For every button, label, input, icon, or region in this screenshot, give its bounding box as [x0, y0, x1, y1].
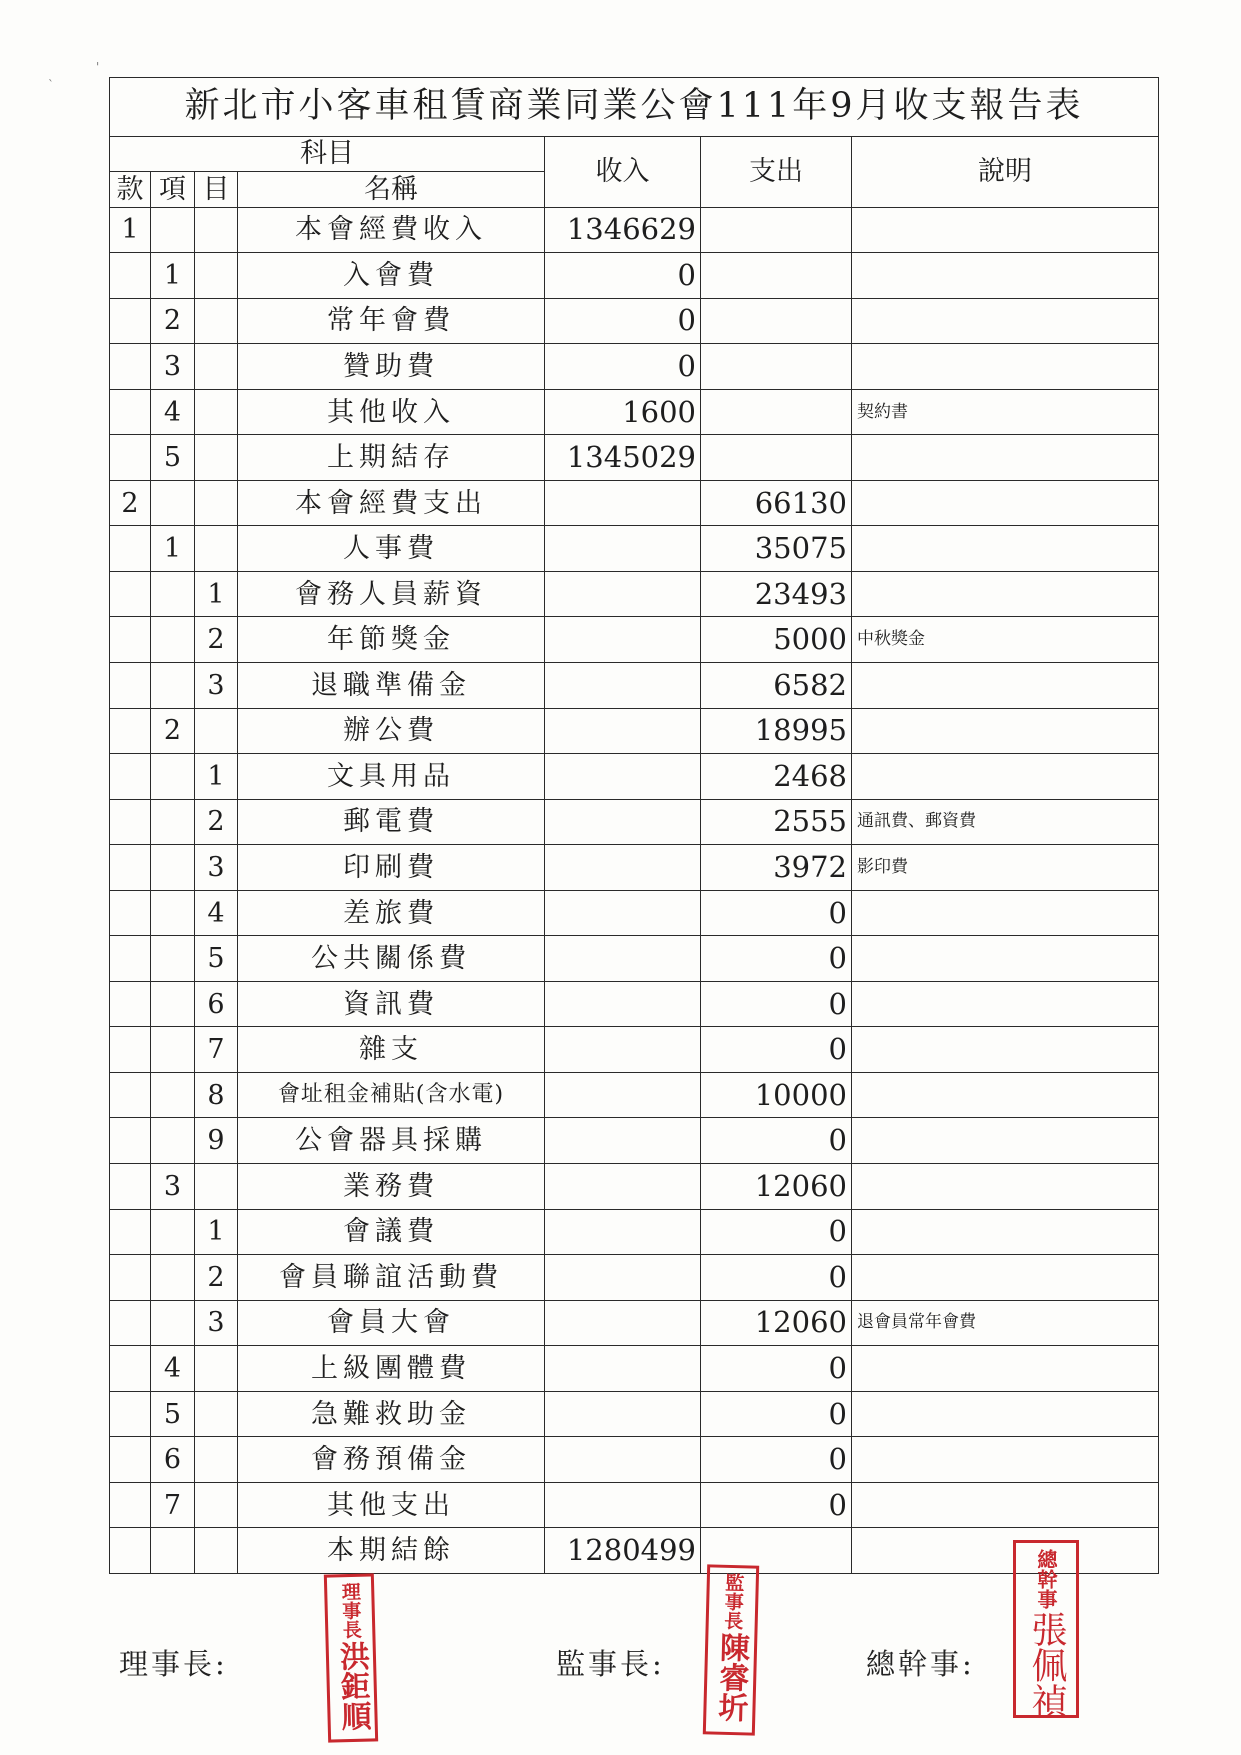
row-note-cell: 中秋獎金 [852, 617, 1159, 663]
row-mu-cell [195, 344, 238, 390]
table-row [110, 1528, 1159, 1574]
secretary-label: 總幹事: [866, 1647, 975, 1681]
row-expense-cell: 0 [701, 1255, 852, 1301]
row-income-cell [545, 845, 701, 891]
row-mu-cell: 8 [195, 1072, 238, 1118]
row-note-cell [852, 1391, 1159, 1437]
row-mu-cell: 2 [195, 799, 238, 845]
row-name-cell: 退職準備金 [238, 663, 545, 709]
row-income-cell [545, 1437, 701, 1483]
row-mu-cell [195, 1164, 238, 1210]
row-note-cell [852, 1482, 1159, 1528]
row-kuan-cell [110, 799, 151, 845]
row-income-cell [545, 1482, 701, 1528]
row-xiang-cell [151, 617, 195, 663]
row-mu-cell [195, 526, 238, 572]
table-row [110, 526, 1159, 572]
table-row [110, 1072, 1159, 1118]
row-xiang-cell [151, 1209, 195, 1255]
row-name-cell: 文具用品 [238, 754, 545, 800]
row-expense-cell: 0 [701, 1209, 852, 1255]
row-expense-cell: 18995 [701, 708, 852, 754]
table-row [110, 1027, 1159, 1073]
row-mu-cell: 1 [195, 571, 238, 617]
header-xiang: 項 [151, 172, 195, 207]
row-kuan-cell [110, 845, 151, 891]
row-xiang-cell [151, 663, 195, 709]
row-note-cell [852, 890, 1159, 936]
row-kuan-cell [110, 890, 151, 936]
row-mu-cell [195, 708, 238, 754]
row-mu-cell [195, 298, 238, 344]
row-income-cell [545, 571, 701, 617]
row-note-cell [852, 571, 1159, 617]
row-xiang-cell [151, 480, 195, 526]
row-kuan-cell [110, 663, 151, 709]
header-expense: 支出 [701, 136, 852, 207]
row-income-cell: 0 [545, 298, 701, 344]
chairman-label: 理事長: [119, 1647, 228, 1681]
row-note-cell [852, 754, 1159, 800]
chairman-seal-stamp [324, 1573, 378, 1742]
row-xiang-cell: 5 [151, 1391, 195, 1437]
row-name-cell: 年節獎金 [238, 617, 545, 663]
row-note-cell [852, 344, 1159, 390]
row-note-cell [852, 1346, 1159, 1392]
header-income: 收入 [545, 136, 701, 207]
table-row [110, 344, 1159, 390]
row-mu-cell [195, 480, 238, 526]
row-note-cell: 通訊費、郵資費 [852, 799, 1159, 845]
row-name-cell: 印刷費 [238, 845, 545, 891]
row-name-cell: 郵電費 [238, 799, 545, 845]
row-kuan-cell [110, 708, 151, 754]
row-name-cell: 本會經費收入 [238, 207, 545, 253]
row-name-cell: 業務費 [238, 1164, 545, 1210]
row-expense-cell: 12060 [701, 1164, 852, 1210]
row-xiang-cell [151, 890, 195, 936]
row-note-cell [852, 1118, 1159, 1164]
row-kuan-cell [110, 1437, 151, 1483]
row-kuan-cell [110, 1346, 151, 1392]
row-kuan-cell [110, 571, 151, 617]
row-kuan-cell [110, 344, 151, 390]
row-expense-cell: 3972 [701, 845, 852, 891]
row-expense-cell: 0 [701, 1437, 852, 1483]
row-kuan-cell [110, 617, 151, 663]
row-kuan-cell [110, 435, 151, 481]
row-name-cell: 會員大會 [238, 1300, 545, 1346]
row-name-cell: 會務預備金 [238, 1437, 545, 1483]
row-note-cell: 退會員常年會費 [852, 1300, 1159, 1346]
row-income-cell [545, 1118, 701, 1164]
row-name-cell: 入會費 [238, 253, 545, 299]
row-name-cell: 上級團體費 [238, 1346, 545, 1392]
row-mu-cell: 6 [195, 981, 238, 1027]
row-income-cell [545, 1209, 701, 1255]
table-row [110, 1346, 1159, 1392]
row-income-cell: 0 [545, 253, 701, 299]
table-row [110, 708, 1159, 754]
row-note-cell [852, 1027, 1159, 1073]
table-row [110, 845, 1159, 891]
row-note-cell [852, 1164, 1159, 1210]
row-name-cell: 贊助費 [238, 344, 545, 390]
row-kuan-cell [110, 389, 151, 435]
row-xiang-cell: 2 [151, 298, 195, 344]
row-xiang-cell [151, 1300, 195, 1346]
row-income-cell [545, 754, 701, 800]
row-kuan-cell [110, 1209, 151, 1255]
row-note-cell [852, 981, 1159, 1027]
row-note-cell [852, 526, 1159, 572]
supervisor-seal-role: 監事長 [721, 1572, 745, 1631]
row-expense-cell: 66130 [701, 480, 852, 526]
row-note-cell [852, 1528, 1159, 1574]
row-xiang-cell: 7 [151, 1482, 195, 1528]
row-expense-cell [701, 253, 852, 299]
row-income-cell [545, 1391, 701, 1437]
table-row [110, 1391, 1159, 1437]
row-xiang-cell: 4 [151, 1346, 195, 1392]
row-name-cell: 會務人員薪資 [238, 571, 545, 617]
row-expense-cell: 10000 [701, 1072, 852, 1118]
table-row [110, 1118, 1159, 1164]
row-xiang-cell [151, 207, 195, 253]
row-mu-cell: 3 [195, 663, 238, 709]
row-income-cell: 1600 [545, 389, 701, 435]
row-expense-cell: 0 [701, 890, 852, 936]
row-xiang-cell [151, 1027, 195, 1073]
row-expense-cell: 35075 [701, 526, 852, 572]
row-note-cell [852, 480, 1159, 526]
table-row [110, 207, 1159, 253]
row-income-cell [545, 663, 701, 709]
secretary-seal-stamp [1013, 1540, 1079, 1718]
row-note-cell: 契約書 [852, 389, 1159, 435]
row-name-cell: 雜支 [238, 1027, 545, 1073]
row-expense-cell: 0 [701, 1346, 852, 1392]
table-row [110, 981, 1159, 1027]
row-income-cell [545, 1300, 701, 1346]
row-name-cell: 其他支出 [238, 1482, 545, 1528]
row-name-cell: 資訊費 [238, 981, 545, 1027]
row-income-cell [545, 1164, 701, 1210]
row-name-cell: 上期結存 [238, 435, 545, 481]
row-mu-cell: 1 [195, 1209, 238, 1255]
row-mu-cell [195, 1437, 238, 1483]
row-note-cell [852, 253, 1159, 299]
table-row [110, 571, 1159, 617]
header-name: 名稱 [238, 172, 545, 207]
row-income-cell [545, 526, 701, 572]
row-kuan-cell [110, 1072, 151, 1118]
row-name-cell: 會議費 [238, 1209, 545, 1255]
supervisor-label: 監事長: [556, 1647, 665, 1681]
table-row [110, 1300, 1159, 1346]
row-xiang-cell: 4 [151, 389, 195, 435]
row-name-cell: 本會經費支出 [238, 480, 545, 526]
row-kuan-cell [110, 1255, 151, 1301]
row-mu-cell: 2 [195, 617, 238, 663]
row-xiang-cell [151, 1072, 195, 1118]
row-note-cell [852, 708, 1159, 754]
row-expense-cell [701, 298, 852, 344]
row-income-cell [545, 1072, 701, 1118]
row-xiang-cell [151, 936, 195, 982]
row-expense-cell: 0 [701, 1482, 852, 1528]
row-xiang-cell: 1 [151, 253, 195, 299]
row-note-cell [852, 1255, 1159, 1301]
row-kuan-cell [110, 526, 151, 572]
row-mu-cell [195, 207, 238, 253]
row-xiang-cell [151, 981, 195, 1027]
row-income-cell [545, 708, 701, 754]
scan-speck: ` [48, 78, 54, 92]
row-income-cell: 1345029 [545, 435, 701, 481]
row-expense-cell: 23493 [701, 571, 852, 617]
row-xiang-cell [151, 754, 195, 800]
table-row [110, 936, 1159, 982]
row-expense-cell: 2555 [701, 799, 852, 845]
table-row [110, 389, 1159, 435]
header-note: 說明 [852, 136, 1159, 207]
secretary-seal-role: 總幹事 [1034, 1549, 1058, 1609]
row-kuan-cell [110, 1300, 151, 1346]
row-expense-cell: 0 [701, 936, 852, 982]
row-name-cell: 其他收入 [238, 389, 545, 435]
row-expense-cell: 0 [701, 1027, 852, 1073]
row-kuan-cell [110, 1164, 151, 1210]
row-note-cell [852, 663, 1159, 709]
row-name-cell: 會員聯誼活動費 [238, 1255, 545, 1301]
row-note-cell [852, 1209, 1159, 1255]
row-kuan-cell: 2 [110, 480, 151, 526]
row-note-cell: 影印費 [852, 845, 1159, 891]
row-kuan-cell [110, 1027, 151, 1073]
row-kuan-cell [110, 1528, 151, 1574]
table-row [110, 1437, 1159, 1483]
row-mu-cell: 5 [195, 936, 238, 982]
row-name-cell: 差旅費 [238, 890, 545, 936]
row-income-cell [545, 480, 701, 526]
row-income-cell [545, 1255, 701, 1301]
row-kuan-cell [110, 253, 151, 299]
row-name-cell: 常年會費 [238, 298, 545, 344]
row-name-cell: 公共關係費 [238, 936, 545, 982]
row-note-cell [852, 936, 1159, 982]
row-note-cell [852, 298, 1159, 344]
table-row [110, 617, 1159, 663]
row-name-cell: 辦公費 [238, 708, 545, 754]
table-row [110, 298, 1159, 344]
row-income-cell [545, 936, 701, 982]
income-expense-report-table [109, 77, 1159, 1574]
row-kuan-cell [110, 981, 151, 1027]
row-income-cell [545, 1346, 701, 1392]
row-xiang-cell [151, 1118, 195, 1164]
header-subject: 科目 [110, 136, 545, 171]
row-income-cell [545, 1027, 701, 1073]
row-expense-cell: 12060 [701, 1300, 852, 1346]
table-row [110, 1164, 1159, 1210]
row-expense-cell [701, 435, 852, 481]
row-note-cell [852, 1072, 1159, 1118]
row-mu-cell [195, 435, 238, 481]
row-income-cell [545, 799, 701, 845]
row-mu-cell: 1 [195, 754, 238, 800]
row-mu-cell: 9 [195, 1118, 238, 1164]
row-xiang-cell: 3 [151, 344, 195, 390]
row-xiang-cell [151, 845, 195, 891]
row-mu-cell [195, 1391, 238, 1437]
row-name-cell: 急難救助金 [238, 1391, 545, 1437]
row-kuan-cell [110, 1118, 151, 1164]
chairman-seal-name: 洪鉅順 [333, 1640, 371, 1732]
row-income-cell [545, 981, 701, 1027]
table-row [110, 253, 1159, 299]
row-name-cell: 會址租金補貼(含水電) [238, 1072, 545, 1118]
row-income-cell [545, 890, 701, 936]
row-name-cell: 本期結餘 [238, 1528, 545, 1574]
header-kuan: 款 [110, 172, 151, 207]
row-income-cell: 0 [545, 344, 701, 390]
row-kuan-cell [110, 754, 151, 800]
row-kuan-cell [110, 1391, 151, 1437]
row-note-cell [852, 435, 1159, 481]
row-mu-cell: 7 [195, 1027, 238, 1073]
row-xiang-cell: 5 [151, 435, 195, 481]
header-mu: 目 [195, 172, 238, 207]
scan-speck: ' [96, 60, 100, 74]
row-mu-cell: 3 [195, 1300, 238, 1346]
row-income-cell [545, 617, 701, 663]
row-mu-cell [195, 1528, 238, 1574]
row-mu-cell [195, 1482, 238, 1528]
row-name-cell: 公會器具採購 [238, 1118, 545, 1164]
row-mu-cell [195, 1346, 238, 1392]
row-mu-cell [195, 389, 238, 435]
report-title: 新北市小客車租賃商業同業公會111年9月收支報告表 [110, 78, 1159, 137]
row-kuan-cell [110, 298, 151, 344]
table-row [110, 480, 1159, 526]
row-mu-cell: 3 [195, 845, 238, 891]
row-xiang-cell: 1 [151, 526, 195, 572]
row-kuan-cell [110, 1482, 151, 1528]
row-kuan-cell [110, 936, 151, 982]
row-xiang-cell [151, 1255, 195, 1301]
row-xiang-cell [151, 571, 195, 617]
row-mu-cell [195, 253, 238, 299]
row-note-cell [852, 207, 1159, 253]
table-row [110, 1482, 1159, 1528]
table-row [110, 663, 1159, 709]
row-expense-cell [701, 207, 852, 253]
table-row [110, 890, 1159, 936]
row-expense-cell: 0 [701, 1391, 852, 1437]
row-mu-cell: 2 [195, 1255, 238, 1301]
row-mu-cell: 4 [195, 890, 238, 936]
row-xiang-cell: 3 [151, 1164, 195, 1210]
supervisor-seal-name: 陳睿圻 [712, 1631, 750, 1723]
row-xiang-cell [151, 1528, 195, 1574]
supervisor-seal-stamp [703, 1564, 759, 1735]
row-income-cell: 1280499 [545, 1528, 701, 1574]
table-row [110, 754, 1159, 800]
row-expense-cell [701, 389, 852, 435]
row-kuan-cell: 1 [110, 207, 151, 253]
row-xiang-cell [151, 799, 195, 845]
table-row [110, 1209, 1159, 1255]
table-row [110, 1255, 1159, 1301]
row-expense-cell: 0 [701, 981, 852, 1027]
table-row [110, 799, 1159, 845]
row-expense-cell: 0 [701, 1118, 852, 1164]
table-row [110, 435, 1159, 481]
row-xiang-cell: 2 [151, 708, 195, 754]
row-name-cell: 人事費 [238, 526, 545, 572]
row-xiang-cell: 6 [151, 1437, 195, 1483]
row-note-cell [852, 1437, 1159, 1483]
chairman-seal-role: 理事長 [338, 1581, 362, 1640]
row-income-cell: 1346629 [545, 207, 701, 253]
row-expense-cell [701, 344, 852, 390]
row-expense-cell: 6582 [701, 663, 852, 709]
row-expense-cell: 5000 [701, 617, 852, 663]
secretary-seal-name: 張佩禎 [1026, 1611, 1067, 1719]
row-expense-cell: 2468 [701, 754, 852, 800]
